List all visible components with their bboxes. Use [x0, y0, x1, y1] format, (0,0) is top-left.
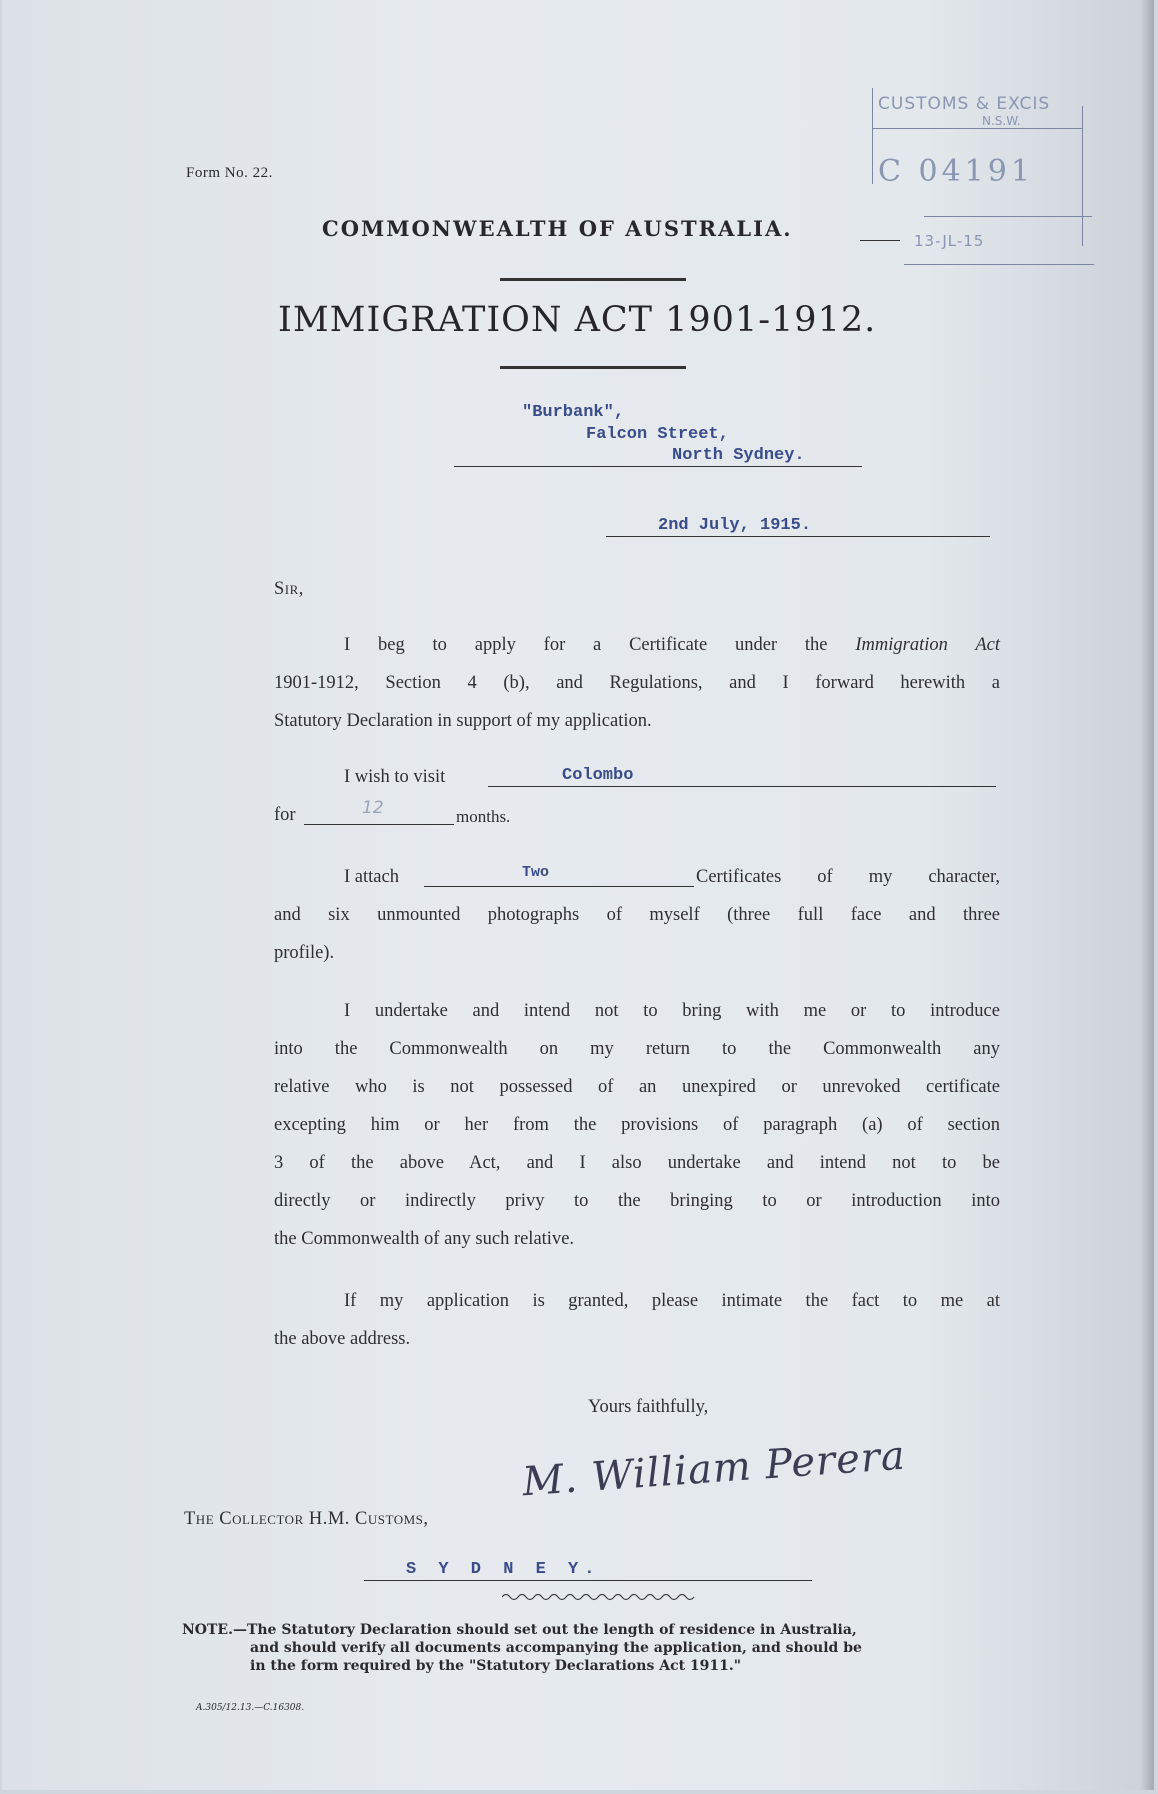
paragraph-line: into the Commonwealth on my return to the Commonwealth any: [274, 1039, 1000, 1059]
stamp-divider: [872, 128, 1082, 129]
collector-addressee: The Collector H.M. Customs,: [184, 1509, 429, 1529]
note-line: NOTE.—The Statutory Declaration should set out the length of residence in Australia,: [182, 1622, 857, 1638]
title-rule-top: [500, 278, 686, 281]
paragraph-line: the above address.: [274, 1329, 411, 1349]
address-rule: [454, 466, 862, 467]
paragraph-line: If my application is granted, please intimate the fact to me at: [344, 1291, 1000, 1311]
note-line: in the form required by the "Statutory Declarations Act 1911.": [250, 1658, 742, 1674]
attach-count: Two: [522, 864, 550, 881]
visit-destination: Colombo: [562, 766, 634, 785]
heading-trailing-rule: [860, 240, 900, 241]
application-paragraph: [274, 626, 1000, 740]
page-edge-shadow: [1140, 0, 1154, 1790]
paragraph-line: I undertake and intend not to bring with me or to introduce: [344, 1001, 1000, 1021]
undertaking-paragraph: [274, 992, 1000, 1258]
statutory-note: [182, 1621, 1002, 1675]
paragraph-line: directly or indirectly privy to the bringing to or introduction into: [274, 1191, 1000, 1211]
paragraph-text: I beg to apply for a Certificate under the: [344, 635, 856, 655]
print-code: A.305/12.13.—C.16308.: [196, 1703, 305, 1713]
paragraph-line: the Commonwealth of any such relative.: [274, 1229, 575, 1249]
title-rule-bottom: [500, 366, 686, 369]
paragraph-line: and six unmounted photographs of myself (three full face and three: [274, 905, 1000, 925]
months-label: months.: [456, 807, 511, 826]
addressee-city: S Y D N E Y.: [406, 1560, 601, 1579]
ornamental-wave-rule: [502, 1592, 698, 1602]
attach-rule: [424, 886, 694, 887]
paragraph-line: profile).: [274, 943, 335, 963]
for-label: for: [274, 805, 296, 825]
stamp-border-right: [1082, 106, 1083, 246]
date-rule: [606, 536, 990, 537]
stamp-state: N.S.W.: [982, 114, 1021, 128]
stamp-border-left: [872, 88, 873, 184]
attach-rest: Certificates of my character,: [696, 867, 1000, 887]
attach-label: I attach: [344, 867, 399, 887]
granted-paragraph: [274, 1282, 1000, 1358]
paragraph-line: excepting him or her from the provisions of paragraph (a) of section: [274, 1115, 1000, 1135]
signature: M. William Perera: [520, 1432, 908, 1506]
address-line-1: "Burbank",: [522, 403, 625, 422]
city-rule: [364, 1580, 812, 1581]
closing: Yours faithfully,: [588, 1397, 709, 1417]
form-number: Form No. 22.: [186, 165, 273, 181]
paragraph-line: 3 of the above Act, and I also undertake and intend not to be: [274, 1153, 1000, 1173]
paragraph-line: relative who is not possessed of an unexpired or unrevoked certificate: [274, 1077, 1000, 1097]
stamp-date: 13-JL-15: [914, 232, 985, 250]
stamp-office: CUSTOMS & EXCIS: [878, 94, 1051, 114]
attach-paragraph: [274, 896, 1000, 972]
salutation: Sir,: [274, 579, 304, 599]
stamp-divider: [904, 264, 1094, 265]
visit-rule: [488, 786, 996, 787]
stamp-number: C 04191: [878, 154, 1034, 189]
months-value: 12: [362, 798, 384, 818]
paragraph-line: [274, 626, 1000, 664]
commonwealth-heading: COMMONWEALTH OF AUSTRALIA.: [322, 216, 793, 241]
act-title: IMMIGRATION ACT 1901-1912.: [278, 300, 877, 340]
months-rule: [304, 824, 454, 825]
address-line-3: North Sydney.: [672, 446, 805, 465]
note-line: and should verify all documents accompanying the application, and should be: [250, 1640, 862, 1656]
document-page: [2, 0, 1154, 1790]
visit-label: I wish to visit: [344, 767, 446, 787]
address-line-2: Falcon Street,: [586, 425, 729, 444]
paragraph-line: Statutory Declaration in support of my application.: [274, 711, 652, 731]
paragraph-line: 1901-1912, Section 4 (b), and Regulations, and I forward herewith a: [274, 673, 1000, 693]
act-name-italic: Immigration Act: [855, 635, 1001, 655]
stamp-divider: [924, 216, 1092, 217]
letter-date: 2nd July, 1915.: [658, 516, 812, 535]
